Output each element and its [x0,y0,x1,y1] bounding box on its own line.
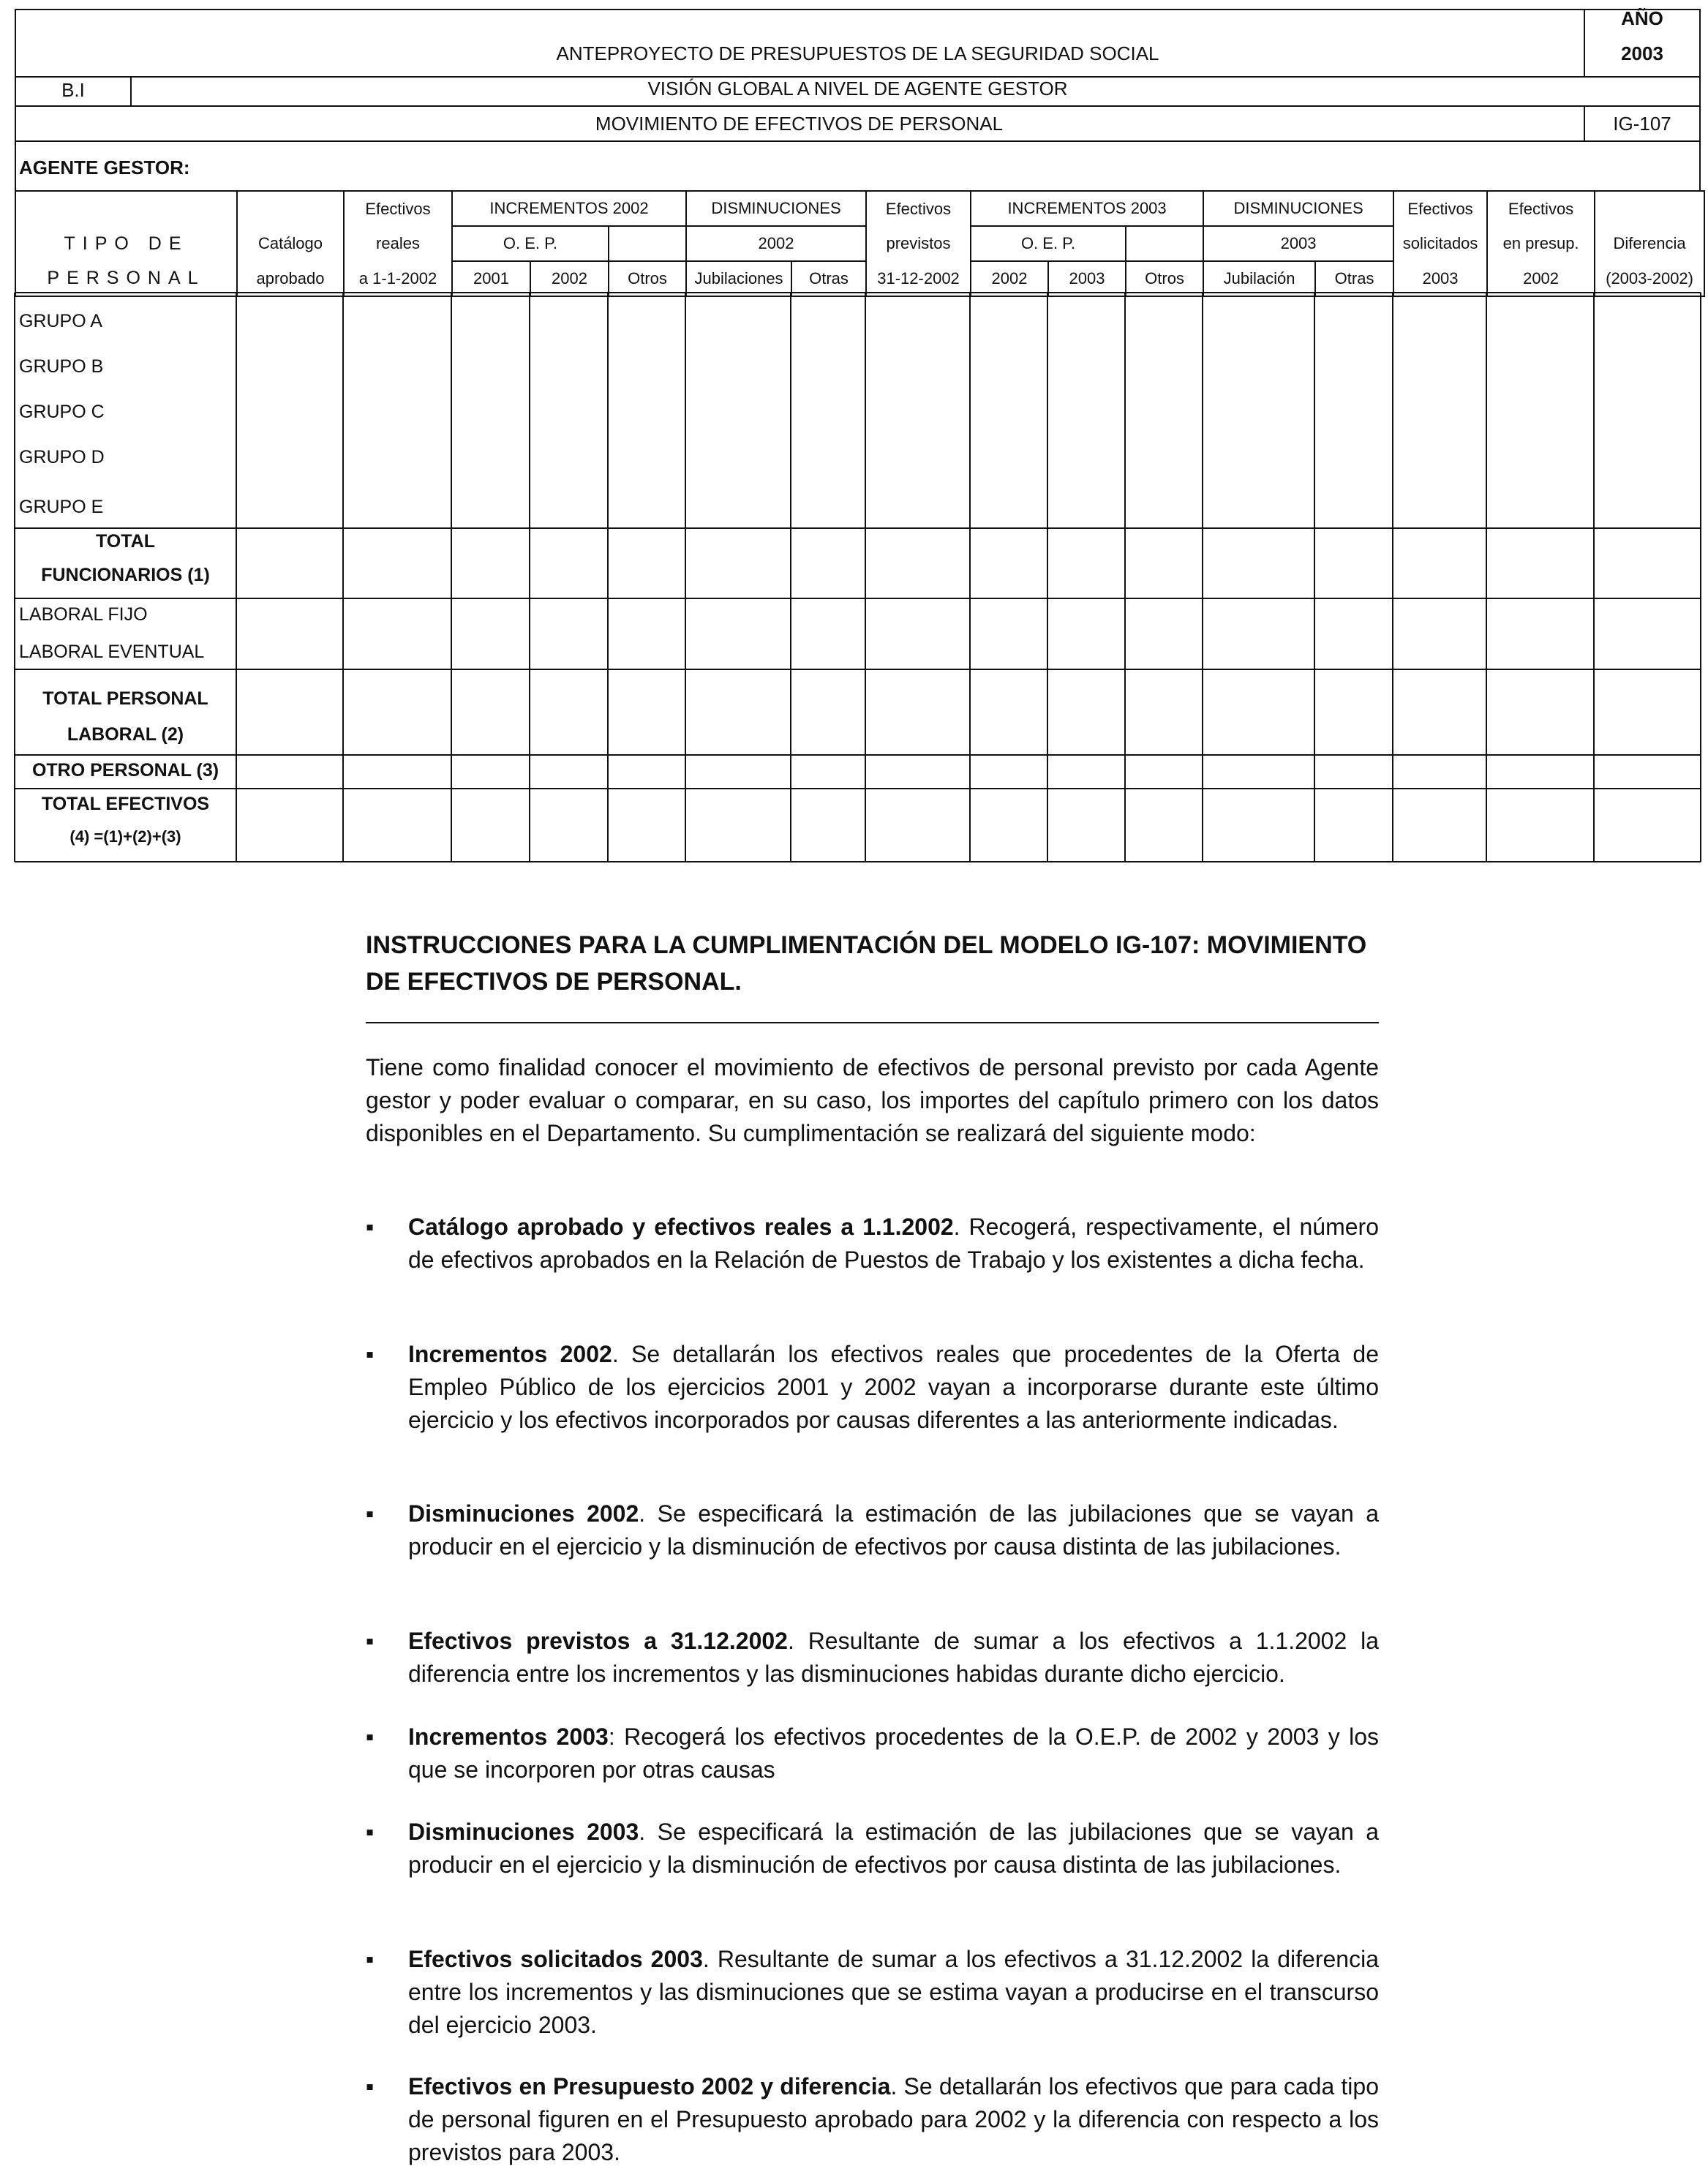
subtitle: VISIÓN GLOBAL A NIVEL DE AGENTE GESTOR [647,78,1068,99]
instruction-item [366,1338,1379,1437]
dism2002-header: DISMINUCIONES [686,191,866,226]
instruction-rest: . Recogerá, respectivamente, el número de efectivos aprobados en la Relación de Puestos de Trabajo y los existentes a dicha fecha. [408,1214,1379,1273]
tipo-header-2: PERSONAL [15,261,237,296]
solic-header-2: solicitados [1393,226,1487,261]
grid-vline [1593,293,1595,862]
grid-vline [1124,293,1126,862]
agent-box [15,140,1701,192]
instruction-bold: Disminuciones 2003 [408,1819,639,1845]
instruction-text [408,1943,1379,2042]
grid-vline [451,293,452,862]
grid-hline [15,669,1701,670]
incr2002-header: INCREMENTOS 2002 [452,191,686,226]
row-label-total-lab-1: TOTAL PERSONAL [42,688,208,709]
instruction-item [366,1211,1379,1277]
row-label-grupo-b: GRUPO B [19,356,104,377]
main-title: ANTEPROYECTO DE PRESUPUESTOS DE LA SEGURIDAD SOCIAL [556,42,1159,64]
row-label-laboral-fijo: LABORAL FIJO [19,604,148,625]
grid-hline [15,754,1701,756]
catalogo-header-blank [237,191,344,226]
bullet-icon: ▪ [366,1341,375,1367]
oep-b-2003: 2003 [1048,261,1126,296]
row-label-laboral-eventual: LABORAL EVENTUAL [19,642,205,662]
grid-vline [969,293,971,862]
title-rule [366,1022,1379,1023]
bullet-icon: ▪ [366,1723,375,1750]
row-label-grupo-e: GRUPO E [19,497,104,517]
bullet-icon: ▪ [366,1214,375,1240]
catalogo-header-1: Catálogo [237,226,344,261]
instructions-title-1: INSTRUCCIONES PARA LA CUMPLIMENTACIÓN DEL MODELO IG-107: MOVIMIENTO [366,931,1367,959]
instructions-title-2: DE EFECTIVOS DE PERSONAL. [366,968,742,996]
otras-header: Otras [791,261,866,296]
presup-header-3: 2002 [1487,261,1595,296]
row-label-grupo-d: GRUPO D [19,447,105,467]
instruction-rest: . Se detallarán los efectivos reales que procedentes de la Oferta de Empleo Público de los ejercicios 2001 y 2002 vayan a incorporarse durante este último ejercicio y los efectivos incorporados por causas diferentes a las anteriormente indicadas. [408,1341,1380,1433]
instruction-text [408,1338,1379,1437]
instruction-bold: Efectivos solicitados 2003 [408,1946,703,1972]
reales-header-3: a 1-1-2002 [344,261,452,296]
grid-vline [607,293,609,862]
otros-b-header: Otros [1126,261,1203,296]
previstos-header-2: previstos [866,226,971,261]
bullet-icon: ▪ [366,1628,375,1654]
jubilacion-header: Jubilación [1203,261,1315,296]
catalogo-header-2: aprobado [237,261,344,296]
instruction-item [366,1943,1379,2042]
grid-vline [342,293,344,862]
grid-vline [1700,293,1701,862]
bullet-icon: ▪ [366,1946,375,1972]
row-label-total-ef-1: TOTAL EFECTIVOS [41,794,210,814]
bullet-icon: ▪ [366,2073,375,2100]
instruction-bold: Disminuciones 2002 [408,1500,639,1527]
grid-vline [1486,293,1487,862]
reales-header-1: Efectivos [344,191,452,226]
instruction-text [408,1721,1379,1786]
presup-header-1: Efectivos [1487,191,1595,226]
dism2003-header: DISMINUCIONES [1203,191,1393,226]
instruction-rest: . Resultante de sumar a los efectivos a 31.12.2002 la diferencia entre los incrementos y las disminuciones que se estima vayan a producirse en el transcurso del ejercicio 2003. [408,1946,1379,2038]
grid-vline [1202,293,1203,862]
instruction-text [408,1816,1379,1882]
grid-vline [1047,293,1048,862]
grid-vline [1392,293,1393,862]
grid-vline [1314,293,1315,862]
previstos-header-1: Efectivos [866,191,971,226]
dif-header-2: (2003-2002) [1595,261,1704,296]
otros-blank [609,226,686,261]
solic-header-1: Efectivos [1393,191,1487,226]
solic-header-3: 2003 [1393,261,1487,296]
header-row-3 [15,261,1704,296]
instruction-item [366,1497,1379,1563]
grid-hline [15,788,1701,789]
row-label-otro: OTRO PERSONAL (3) [31,760,219,781]
reales-header-2: reales [344,226,452,261]
instruction-rest: . Resultante de sumar a los efectivos a 1.1.2002 la diferencia entre los incrementos y las disminuciones habidas durante dicho ejercicio. [408,1628,1380,1687]
instruction-item [366,1816,1379,1882]
instruction-text [408,1211,1379,1277]
instruction-bold: Efectivos previstos a 31.12.2002 [408,1628,788,1654]
incr2003-header: INCREMENTOS 2003 [971,191,1203,226]
instruction-bold: Efectivos en Presupuesto 2002 y diferencia [408,2073,891,2100]
form-title: MOVIMIENTO DE EFECTIVOS DE PERSONAL [595,113,1004,135]
year-value: 2003 [1621,42,1663,64]
grid-hline [15,861,1701,862]
grid-hline [15,292,1701,293]
row-label-total-ef-2: (4) =(1)+(2)+(3) [69,827,181,846]
oep-2002-header: O. E. P. [452,226,609,261]
section-code: B.I [61,79,85,101]
grid-vline [685,293,686,862]
otras-b-header: Otras [1315,261,1393,296]
oep-2001: 2001 [452,261,530,296]
agent-label: AGENTE GESTOR: [19,157,190,178]
instruction-item [366,1721,1379,1786]
row-label-grupo-c: GRUPO C [19,402,105,422]
row-label-total-func-2: FUNCIONARIOS (1) [41,565,210,585]
otros-b-blank [1126,226,1203,261]
instruction-rest: . Se especificará la estimación de las jubilaciones que se vayan a producir en el ejercicio y la disminución de efectivos por causa distinta de las jubilaciones. [408,1500,1380,1560]
header-row-1 [15,191,1704,226]
grid-vline [529,293,530,862]
instruction-item [366,2070,1379,2169]
tipo-header-1: TIPO DE [15,226,237,261]
dif-header-blank [1595,191,1704,226]
oep-2002: 2002 [530,261,609,296]
row-label-total-lab-2: LABORAL (2) [67,724,184,745]
instruction-text [408,2070,1379,2169]
bullet-icon: ▪ [366,1819,375,1845]
dism-year-2002: 2002 [686,226,866,261]
oep-2003-header: O. E. P. [971,226,1126,261]
row-label-grupo-a: GRUPO A [19,311,102,331]
personnel-movement-table [15,190,1705,297]
row-label-total-func-1: TOTAL [95,531,155,552]
grid-vline [865,293,866,862]
instruction-rest: : Recogerá los efectivos procedentes de la O.E.P. de 2002 y 2003 y los que se incorporen por otras causas [408,1723,1380,1783]
dif-header-1: Diferencia [1595,226,1704,261]
previstos-header-3: 31-12-2002 [866,261,971,296]
jubilaciones-header: Jubilaciones [686,261,791,296]
instructions-intro: Tiene como finalidad conocer el movimiento de efectivos de personal previsto por cada Agente gestor y poder evaluar o comparar, en su caso, los importes del capítulo primero con los datos disponibles en el Departamento. Su cumplimentación se realizará del siguiente modo: [366,1054,1379,1146]
header-row-2 [15,226,1704,261]
bullet-icon: ▪ [366,1500,375,1527]
instruction-text [408,1497,1379,1563]
year-label: AÑO [1621,7,1663,29]
oep-b-2002: 2002 [971,261,1048,296]
instruction-text [408,1625,1379,1691]
instruction-rest: . Se especificará la estimación de las jubilaciones que se vayan a producir en el ejercicio y la disminución de efectivos por causa distinta de las jubilaciones. [408,1819,1380,1878]
dism-year-2003: 2003 [1203,226,1393,261]
instruction-item [366,1625,1379,1691]
presup-header-2: en presup. [1487,226,1595,261]
grid-hline [15,598,1701,599]
form-code: IG-107 [1613,113,1671,135]
instruction-bold: Incrementos 2002 [408,1341,612,1367]
grid-vline [790,293,791,862]
otros-header: Otros [609,261,686,296]
instruction-rest: . Se detallarán los efectivos que para cada tipo de personal figuren en el Presupuesto aprobado para 2002 y la diferencia con respecto a los previstos para 2003. [408,2073,1380,2165]
instruction-bold: Catálogo aprobado y efectivos reales a 1.1.2002 [408,1214,954,1240]
instruction-bold: Incrementos 2003 [408,1723,609,1750]
tipo-header-blank [15,191,237,226]
grid-hline [15,527,1701,529]
